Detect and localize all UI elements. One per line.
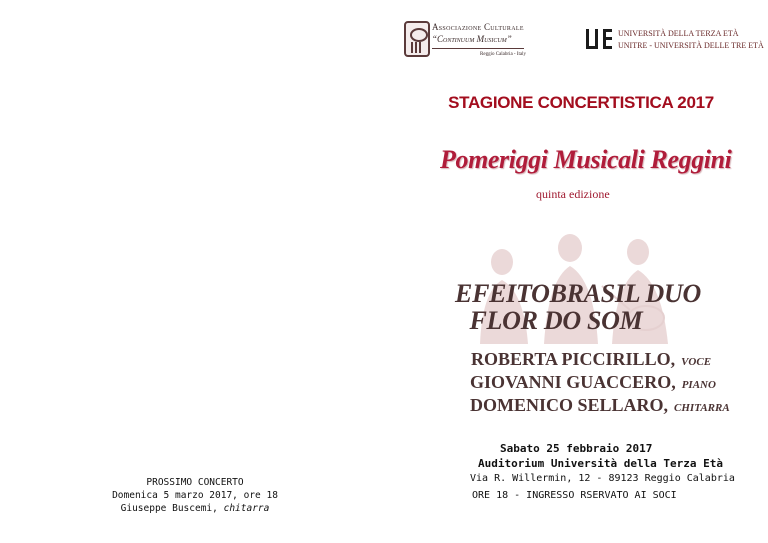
series-edition: quinta edizione [536,187,610,201]
logo-name-line: “Continuum Musicum” [432,34,512,44]
musician-2-head [558,234,582,262]
next-concert-performer-line [100,502,290,515]
performer-2 [470,372,716,393]
ute-e-mark-icon [603,29,612,49]
logo-location-line: Reggio Calabria - Italy [480,52,526,57]
performer-name: ROBERTA PICCIRILLO, [471,349,676,369]
performer-role: PIANO [681,379,716,391]
ute-name-line: UNIVERSITÀ DELLA TERZA ETÀ [618,29,739,38]
performer-role: VOCE [681,356,712,368]
next-concert-performer: Giuseppe Buscemi, [120,503,218,514]
event-address: Via R. Willermin, 12 - 89123 Reggio Calabria [470,473,735,484]
logo-association-line: Associazione Culturale [432,22,524,32]
unitre-name-line: UNITRE - UNIVERSITÀ DELLE TRE ETÀ [618,41,764,50]
event-date: Sabato 25 febbraio 2017 [500,442,653,455]
next-concert-instrument: chitarra [223,503,270,514]
performer-role: CHITARRA [674,402,730,414]
musician-3-head [627,239,649,265]
performer-name: GIOVANNI GUACCERO, [470,372,676,392]
season-title: STAGIONE CONCERTISTICA 2017 [448,93,714,112]
series-title: Pomeriggi Musicali Reggini [440,145,732,174]
performer-3 [470,395,730,416]
performer-1 [471,349,711,370]
logo-divider [432,48,524,49]
ute-u-mark-icon [586,29,598,49]
event-title-line-2: FLOR DO SOM [469,306,643,335]
musician-1-head [491,249,513,275]
unitre-logo [586,28,764,54]
event-entry-info: ORE 18 - INGRESSO RSERVATO AI SOCI [472,490,677,501]
lyre-emblem-icon [404,21,430,57]
next-concert-block [100,476,290,515]
event-venue: Auditorium Università della Terza Età [478,457,724,470]
event-title-line-1: EFEITOBRASIL DUO [455,279,701,308]
performer-name: DOMENICO SELLARO, [470,395,669,415]
next-concert-heading: PROSSIMO CONCERTO [146,477,244,488]
next-concert-datetime: Domenica 5 marzo 2017, ore 18 [112,490,278,501]
continuum-musicum-logo [404,21,526,61]
